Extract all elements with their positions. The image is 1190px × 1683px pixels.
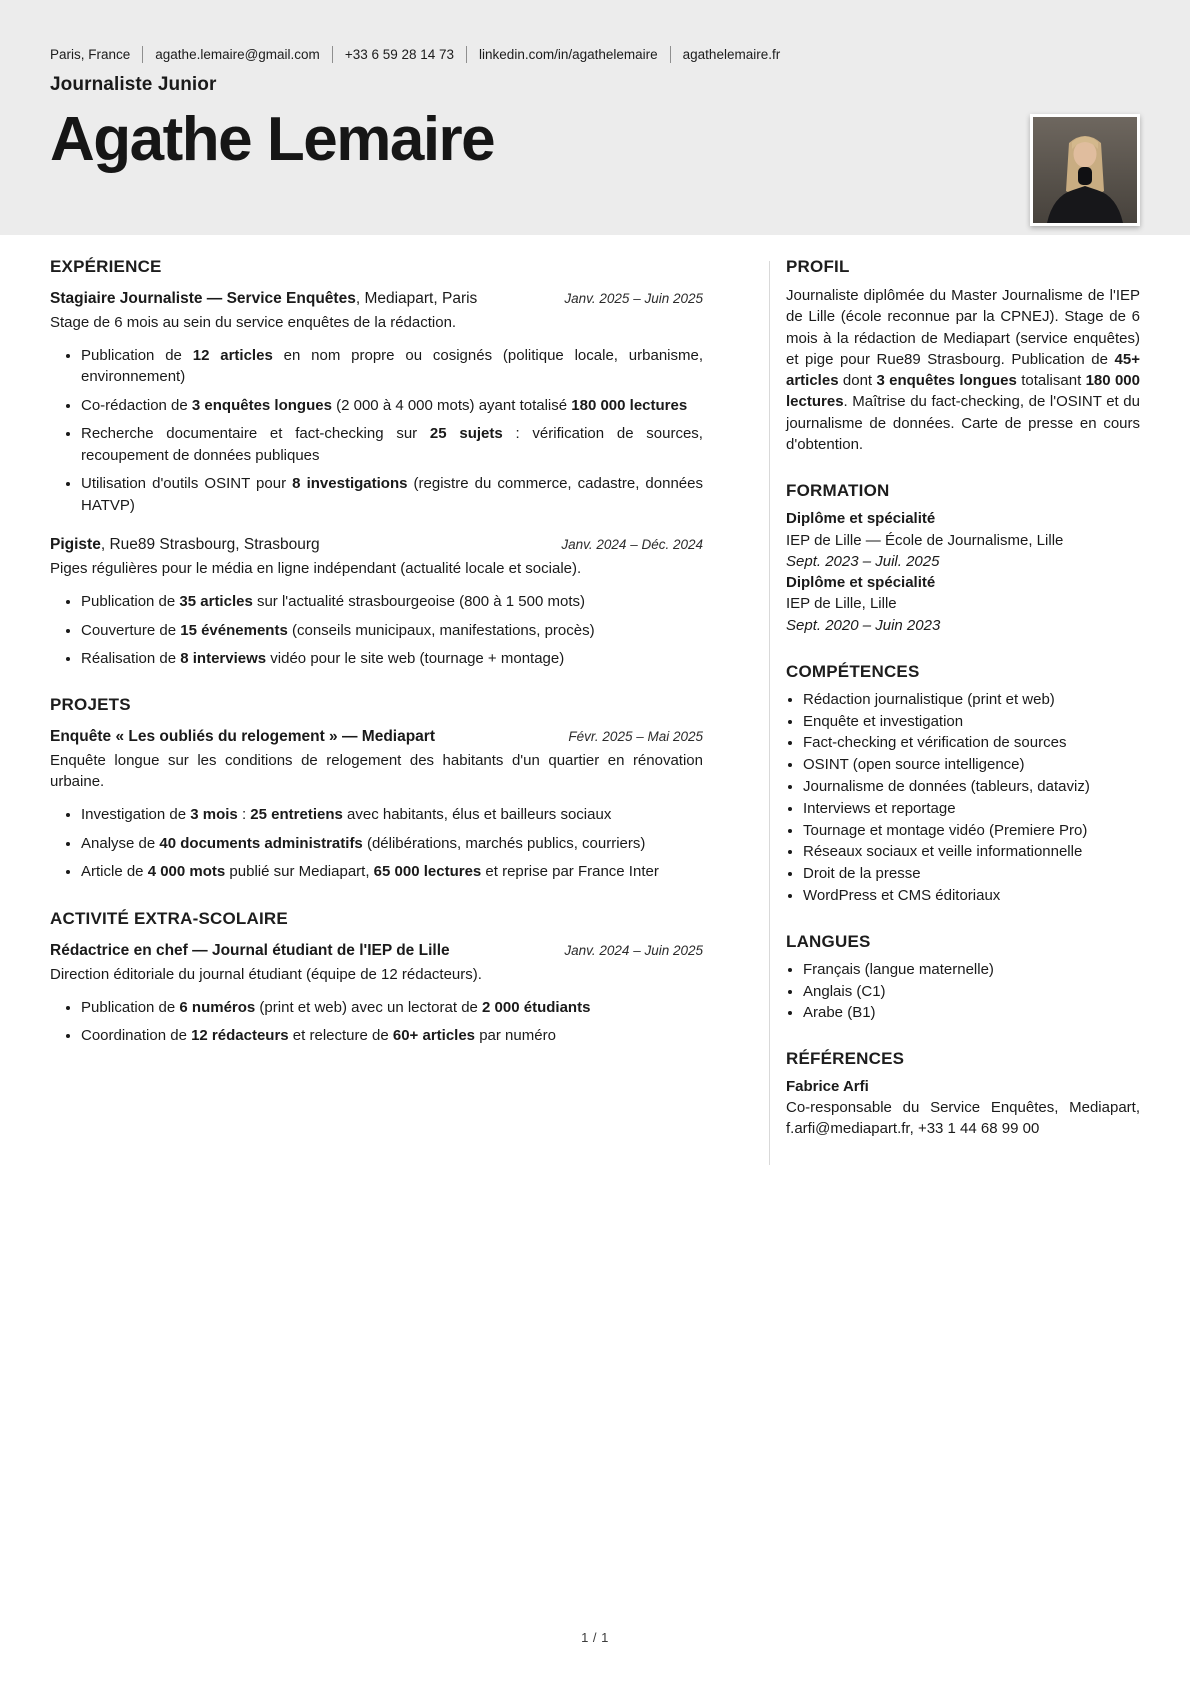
portrait-illustration <box>1033 117 1137 223</box>
bullet-item: • Droit de la presse <box>803 864 1140 884</box>
section-paragraph: Journaliste diplômée du Master Journalisme de l'IEP de Lille (école reconnue par la CPNEJ). Stage de 6 mois à la rédaction de Mediapart (service enquêtes) et pige pour Rue89 Strasbourg. Publication de 45+ articles dont 3 enquêtes longues totalisant 180 000 lectures. Maîtrise du fact-checking, de l'OSINT et du journalisme de données. Carte de presse en cours d'obtention. <box>786 287 1140 454</box>
section-line: IEP de Lille — École de Journalisme, Lille <box>786 531 1064 549</box>
bullet-item: • Français (langue maternelle) <box>803 960 1140 980</box>
entry-date: Janv. 2025 – Juin 2025 <box>564 291 703 306</box>
section-line: Sept. 2023 – Juil. 2025 <box>786 552 940 570</box>
section-langues <box>786 932 1140 1023</box>
bullet-item: • Coordination de 12 rédacteurs et relecture de 60+ articles par numéro <box>81 1025 703 1046</box>
section-title: LANGUES <box>786 931 871 951</box>
entry-date: Janv. 2024 – Juin 2025 <box>564 942 703 958</box>
entry-title: Stagiaire Journaliste — Service Enquêtes, Mediapart, Paris <box>50 290 478 307</box>
contact-item: +33 6 59 28 14 73 <box>344 47 455 62</box>
bullet-item: • Journalisme de données (tableurs, dataviz) <box>803 777 1140 797</box>
entry <box>50 942 703 1047</box>
section-title: PROFIL <box>786 257 850 276</box>
column-divider <box>769 261 770 1165</box>
entry-title: Enquête « Les oubliés du relogement » — Mediapart <box>50 728 435 746</box>
bullet-item: • Utilisation d'outils OSINT pour 8 investigations (registre du commerce, cadastre, données HATVP) <box>81 473 703 516</box>
job-title: Journaliste Junior <box>50 74 217 95</box>
section-experience <box>50 257 703 669</box>
bullet-item: • Article de 4 000 mots publié sur Mediapart, 65 000 lectures et reprise par France Inter <box>81 861 703 882</box>
entry-title-row <box>50 942 703 960</box>
entry-title-row <box>50 728 703 746</box>
page-indicator: 1 / 1 <box>581 1630 609 1645</box>
left-column <box>50 257 703 1165</box>
right-column <box>786 257 1140 1165</box>
content <box>0 235 1190 1165</box>
section-title: FORMATION <box>786 481 890 501</box>
bullet-item: • OSINT (open source intelligence) <box>803 755 1140 775</box>
contact-separator <box>466 46 467 63</box>
section-lines <box>786 509 1140 636</box>
entry-title: Rédactrice en chef — Journal étudiant de l'IEP de Lille <box>50 941 450 959</box>
contact-item: Paris, France <box>50 47 131 62</box>
contact-separator <box>332 46 333 63</box>
bullet-list <box>786 690 1140 906</box>
entry <box>50 536 703 669</box>
section-competences <box>786 662 1140 906</box>
entry <box>50 728 703 882</box>
entry-title: Pigiste, Rue89 Strasbourg, Strasbourg <box>50 536 320 554</box>
section-title: RÉFÉRENCES <box>786 1049 905 1069</box>
bullet-item: • Co-rédaction de 3 enquêtes longues (2 000 à 4 000 mots) ayant totalisé 180 000 lectures <box>81 395 703 416</box>
header <box>0 0 1190 235</box>
entry-date: Janv. 2024 – Déc. 2024 <box>561 537 703 553</box>
section-line: Fabrice Arfi <box>786 1078 869 1096</box>
entry-subtitle: Enquête longue sur les conditions de relogement des habitants d'un quartier en rénovation urbaine. <box>50 752 703 791</box>
bullet-item: • Anglais (C1) <box>803 982 1140 1002</box>
contact-item: agathe.lemaire@gmail.com <box>155 47 320 62</box>
bullet-item: • Enquête et investigation <box>803 712 1140 732</box>
bullet-item: • Publication de 12 articles en nom propre ou cosignés (politique locale, urbanisme, environnement) <box>81 345 703 388</box>
bullet-item: • Recherche documentaire et fact-checking sur 25 sujets : vérification de sources, recoupement de données publiques <box>81 423 703 466</box>
bullet-list <box>50 591 703 669</box>
entry-subtitle: Piges régulières pour le média en ligne indépendant (actualité locale et sociale). <box>50 560 582 578</box>
bullet-item: • Investigation de 3 mois : 25 entretiens avec habitants, élus et bailleurs sociaux <box>81 804 703 825</box>
section-profil <box>786 257 1140 455</box>
entry-title-row <box>50 536 703 554</box>
bullet-list <box>50 997 703 1047</box>
bullet-item: • Analyse de 40 documents administratifs (délibérations, marchés publics, courriers) <box>81 833 703 854</box>
section-title: PROJETS <box>50 695 131 715</box>
bullet-item: • Fact-checking et vérification de sources <box>803 733 1140 753</box>
section-formation <box>786 481 1140 636</box>
section-title: COMPÉTENCES <box>786 661 920 681</box>
candidate-name: Agathe Lemaire <box>50 105 495 174</box>
contact-row <box>50 46 1140 63</box>
bullet-list <box>786 960 1140 1023</box>
entry-subtitle: Stage de 6 mois au sein du service enquêtes de la rédaction. <box>50 314 457 331</box>
section-projets <box>50 695 703 882</box>
contact-item: agathelemaire.fr <box>682 47 781 62</box>
bullet-item: • Réalisation de 8 interviews vidéo pour le site web (tournage + montage) <box>81 648 703 669</box>
bullet-item: • Tournage et montage vidéo (Premiere Pro) <box>803 821 1140 841</box>
contact-separator <box>142 46 143 63</box>
section-references <box>786 1049 1140 1139</box>
profile-photo <box>1030 114 1140 226</box>
entry-title-row <box>50 290 703 308</box>
section-line: IEP de Lille, Lille <box>786 595 897 613</box>
section-line: Diplôme et spécialité <box>786 574 936 592</box>
bullet-item: • Interviews et reportage <box>803 799 1140 819</box>
bullet-item: • Réseaux sociaux et veille informationnelle <box>803 842 1140 862</box>
bullet-item: • Publication de 6 numéros (print et web) avec un lectorat de 2 000 étudiants <box>81 997 703 1018</box>
contact-separator <box>670 46 671 63</box>
contact-item: linkedin.com/in/agathelemaire <box>479 47 658 62</box>
bullet-item: • Arabe (B1) <box>803 1003 1140 1023</box>
section-lines <box>786 1077 1140 1139</box>
bullet-item: • Publication de 35 articles sur l'actualité strasbourgeoise (800 à 1 500 mots) <box>81 591 703 612</box>
section-activite-extra-scolaire <box>50 909 703 1047</box>
entry-date: Févr. 2025 – Mai 2025 <box>568 729 703 745</box>
section-line: Co-responsable du Service Enquêtes, Mediapart, f.arfi@mediapart.fr, +33 1 44 68 99 00 <box>786 1099 1140 1137</box>
section-title: ACTIVITÉ EXTRA-SCOLAIRE <box>50 908 288 928</box>
bullet-list <box>50 345 703 516</box>
bullet-item: • Couverture de 15 événements (conseils municipaux, manifestations, procès) <box>81 620 703 641</box>
bullet-list <box>50 804 703 882</box>
bullet-item: • WordPress et CMS éditoriaux <box>803 886 1140 906</box>
entry <box>50 290 703 516</box>
entry-subtitle: Direction éditoriale du journal étudiant (équipe de 12 rédacteurs). <box>50 965 482 983</box>
bullet-item: • Rédaction journalistique (print et web) <box>803 690 1140 710</box>
section-title: EXPÉRIENCE <box>50 257 162 276</box>
section-line: Diplôme et spécialité <box>786 510 936 528</box>
section-line: Sept. 2020 – Juin 2023 <box>786 616 941 634</box>
